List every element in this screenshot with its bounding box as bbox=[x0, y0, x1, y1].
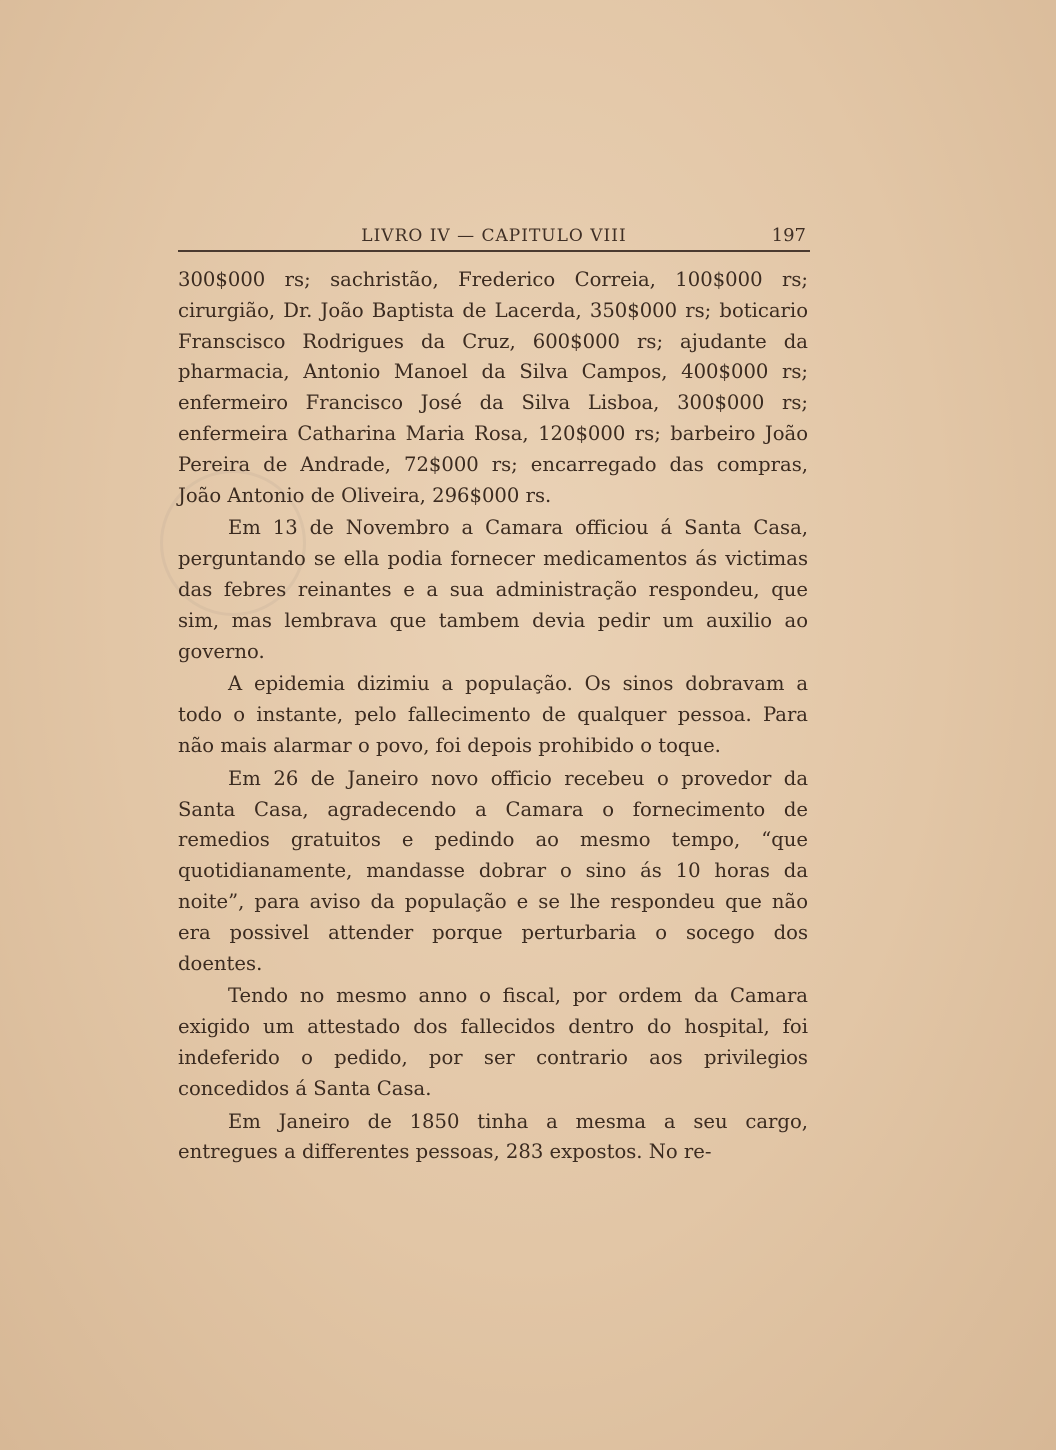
paragraph: Tendo no mesmo anno o fiscal, por ordem da Camara exigido um attestado dos fallecidos dentro do hospital, foi indeferido o pedido, por ser contrario aos privilegios concedidos á Santa Casa. bbox=[178, 984, 808, 1100]
paragraph: Em 13 de Novembro a Camara officiou á Santa Casa, perguntando se ella podia fornecer medicamentos ás victimas das febres reinantes e a sua administração respondeu, que sim, mas lembrava que tambem devia pedir um auxilio ao governo. bbox=[178, 516, 808, 663]
running-title: LIVRO IV — CAPITULO VIII bbox=[361, 226, 627, 246]
paragraph: Em Janeiro de 1850 tinha a mesma a seu cargo, entregues a differentes pessoas, 283 expostos. No re- bbox=[178, 1109, 808, 1164]
body-text bbox=[178, 265, 808, 1170]
page-number: 197 bbox=[771, 225, 806, 246]
paragraph-continuation: 300$000 rs; sachristão, Frederico Correia, 100$000 rs; cirurgião, Dr. João Baptista de Lacerda, 350$000 rs; boticario Franscisco Rodrigues da Cruz, 600$000 rs; ajudante da pharmacia, Antonio Manoel da Silva Campos, 400$000 rs; enfermeiro Francisco José da Silva Lisboa, 300$000 rs; enfermeira Catharina Maria Rosa, 120$000 rs; barbeiro João Pereira de Andrade, 72$000 rs; encarregado das compras, João Antonio de Oliveira, 296$000 rs. bbox=[178, 268, 808, 507]
paragraph: Em 26 de Janeiro novo officio recebeu o provedor da Santa Casa, agradecendo a Camara o fornecimento de remedios gratuitos e pedindo ao mesmo tempo, “que quotidianamente, mandasse dobrar o sino ás 10 horas da noite”, para aviso da população e se lhe respondeu que não era possivel attender porque perturbaria o socego dos doentes. bbox=[178, 766, 808, 975]
running-header bbox=[178, 222, 810, 252]
paragraph: A epidemia dizimiu a população. Os sinos dobravam a todo o instante, pelo fallecimento de qualquer pessoa. Para não mais alarmar o povo, foi depois prohibido o toque. bbox=[178, 672, 808, 757]
